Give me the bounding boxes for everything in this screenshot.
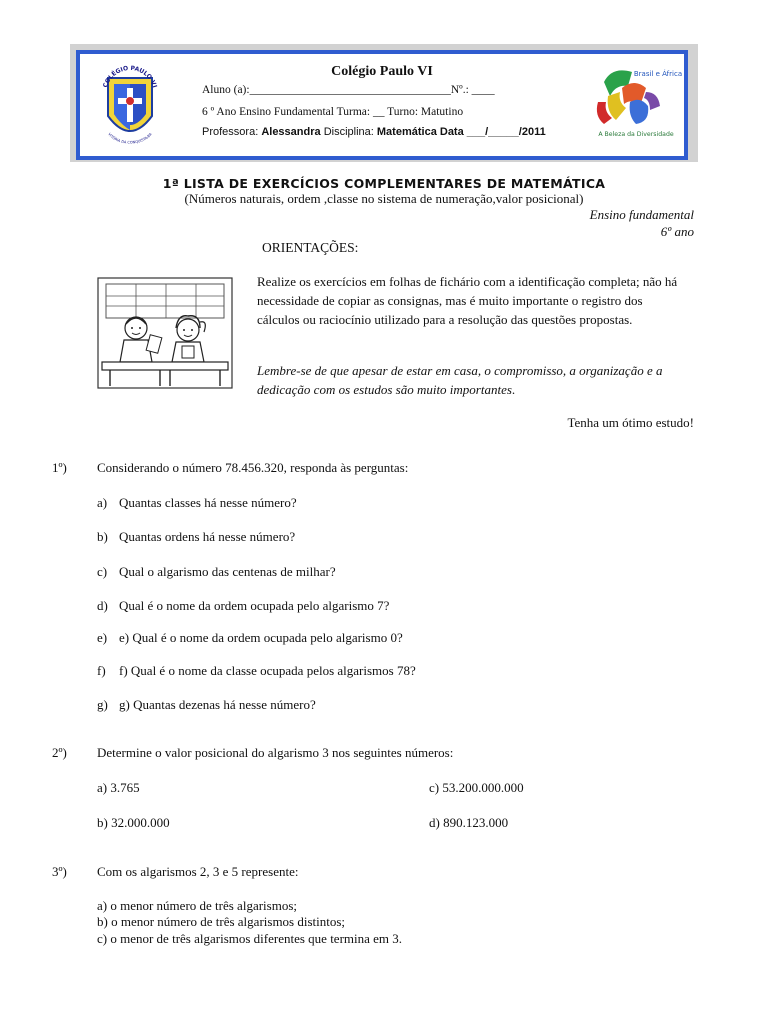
grade-label: 6º ano [660, 224, 694, 239]
greeting: Tenha um ótimo estudo! [567, 415, 694, 430]
q1-text: Considerando o número 78.456.320, responda às perguntas: [97, 460, 409, 475]
teacher-name: Alessandra [261, 126, 321, 138]
q1-item-f-letter: f) [97, 663, 106, 678]
crest-text-bottom: VITÓRIA DA CONQUISTA-BA [107, 132, 153, 145]
q1-item-f: f) Qual é o nome da classe ocupada pelos algarismos 78? [119, 663, 416, 678]
header-box [76, 50, 688, 160]
logo-caption: A Beleza da Diversidade [598, 131, 674, 138]
q1-item-b-letter: b) [97, 529, 108, 544]
level-label: Ensino fundamental [589, 207, 694, 222]
teacher-line [202, 126, 546, 138]
discipline-label: Disciplina: [323, 126, 374, 138]
q1-item-c: Qual o algarismo das centenas de milhar? [119, 564, 336, 579]
crest-text-top: COLÉGIO PAULO VI [101, 64, 159, 89]
q2-text: Determine o valor posicional do algarismo 3 nos seguintes números: [97, 745, 454, 760]
q1-item-c-letter: c) [97, 564, 108, 579]
q3-item-a: a) o menor número de três algarismos; [97, 898, 297, 913]
worksheet-title: 1ª LISTA DE EXERCÍCIOS COMPLEMENTARES DE MATEMÁTICA [162, 176, 606, 191]
date-field: Data ___/_____/2011 [439, 126, 546, 138]
reminder-period: . [511, 382, 516, 397]
q2-item-b: b) 32.000.000 [97, 815, 170, 830]
q3-number: 3º) [52, 864, 67, 879]
diversity-logo-icon [588, 62, 683, 142]
reminder-text: Lembre-se de que apesar de estar em casa, o compromisso, a organização e a dedicação com os estudos são muito importantes [257, 363, 663, 397]
q1-item-g-letter: g) [97, 697, 108, 712]
school-name: Colégio Paulo VI [331, 64, 433, 79]
q1-item-d: Qual é o nome da ordem ocupada pelo algarismo 7? [119, 598, 390, 613]
discipline-name: Matemática [376, 126, 437, 138]
orientations-heading: ORIENTAÇÕES: [262, 240, 359, 255]
classroom-students-icon [96, 276, 236, 396]
q1-item-e: e) Qual é o nome da ordem ocupada pelo algarismo 0? [119, 630, 403, 645]
q2-item-a: a) 3.765 [97, 780, 140, 795]
orientations-paragraph-2 [257, 361, 697, 399]
q3-item-b: b) o menor número de três algarismos distintos; [97, 914, 346, 929]
svg-text:VITÓRIA DA CONQUISTA-BA [107, 132, 153, 145]
q1-item-b: Quantas ordens há nesse número? [119, 529, 296, 544]
q1-number: 1º) [52, 460, 67, 475]
class-line: 6 º Ano Ensino Fundamental Turma: __ Turno: Matutino [202, 106, 464, 118]
q3-item-c: c) o menor de três algarismos diferentes que termina em 3. [97, 931, 403, 946]
q1-item-a: Quantas classes há nesse número? [119, 495, 297, 510]
teacher-label: Professora: [202, 126, 259, 138]
orientations-paragraph-1: Realize os exercícios em folhas de fichário com a identificação completa; não há necessidade de copiar as consignas, mas é muito importante o registro dos cálculos ou raciocínio utilizado para a resolução das questões propostas. [257, 274, 678, 327]
q3-text: Com os algarismos 2, 3 e 5 represente: [97, 864, 299, 879]
q1-item-a-letter: a) [97, 495, 108, 510]
q1-item-d-letter: d) [97, 598, 108, 613]
q1-item-e-letter: e) [97, 630, 108, 645]
q1-item-g: g) Quantas dezenas há nesse número? [119, 697, 316, 712]
school-crest-icon [100, 64, 160, 148]
logo-title: Brasil e África [633, 70, 683, 78]
q2-item-d: d) 890.123.000 [429, 815, 509, 830]
worksheet-subtitle: (Números naturais, ordem ,classe no sistema de numeração,valor posicional) [184, 191, 584, 206]
q2-item-c: c) 53.200.000.000 [429, 780, 524, 795]
q2-number: 2º) [52, 745, 67, 760]
student-line: Aluno (a):___________________________________Nº.: ____ [202, 84, 495, 96]
